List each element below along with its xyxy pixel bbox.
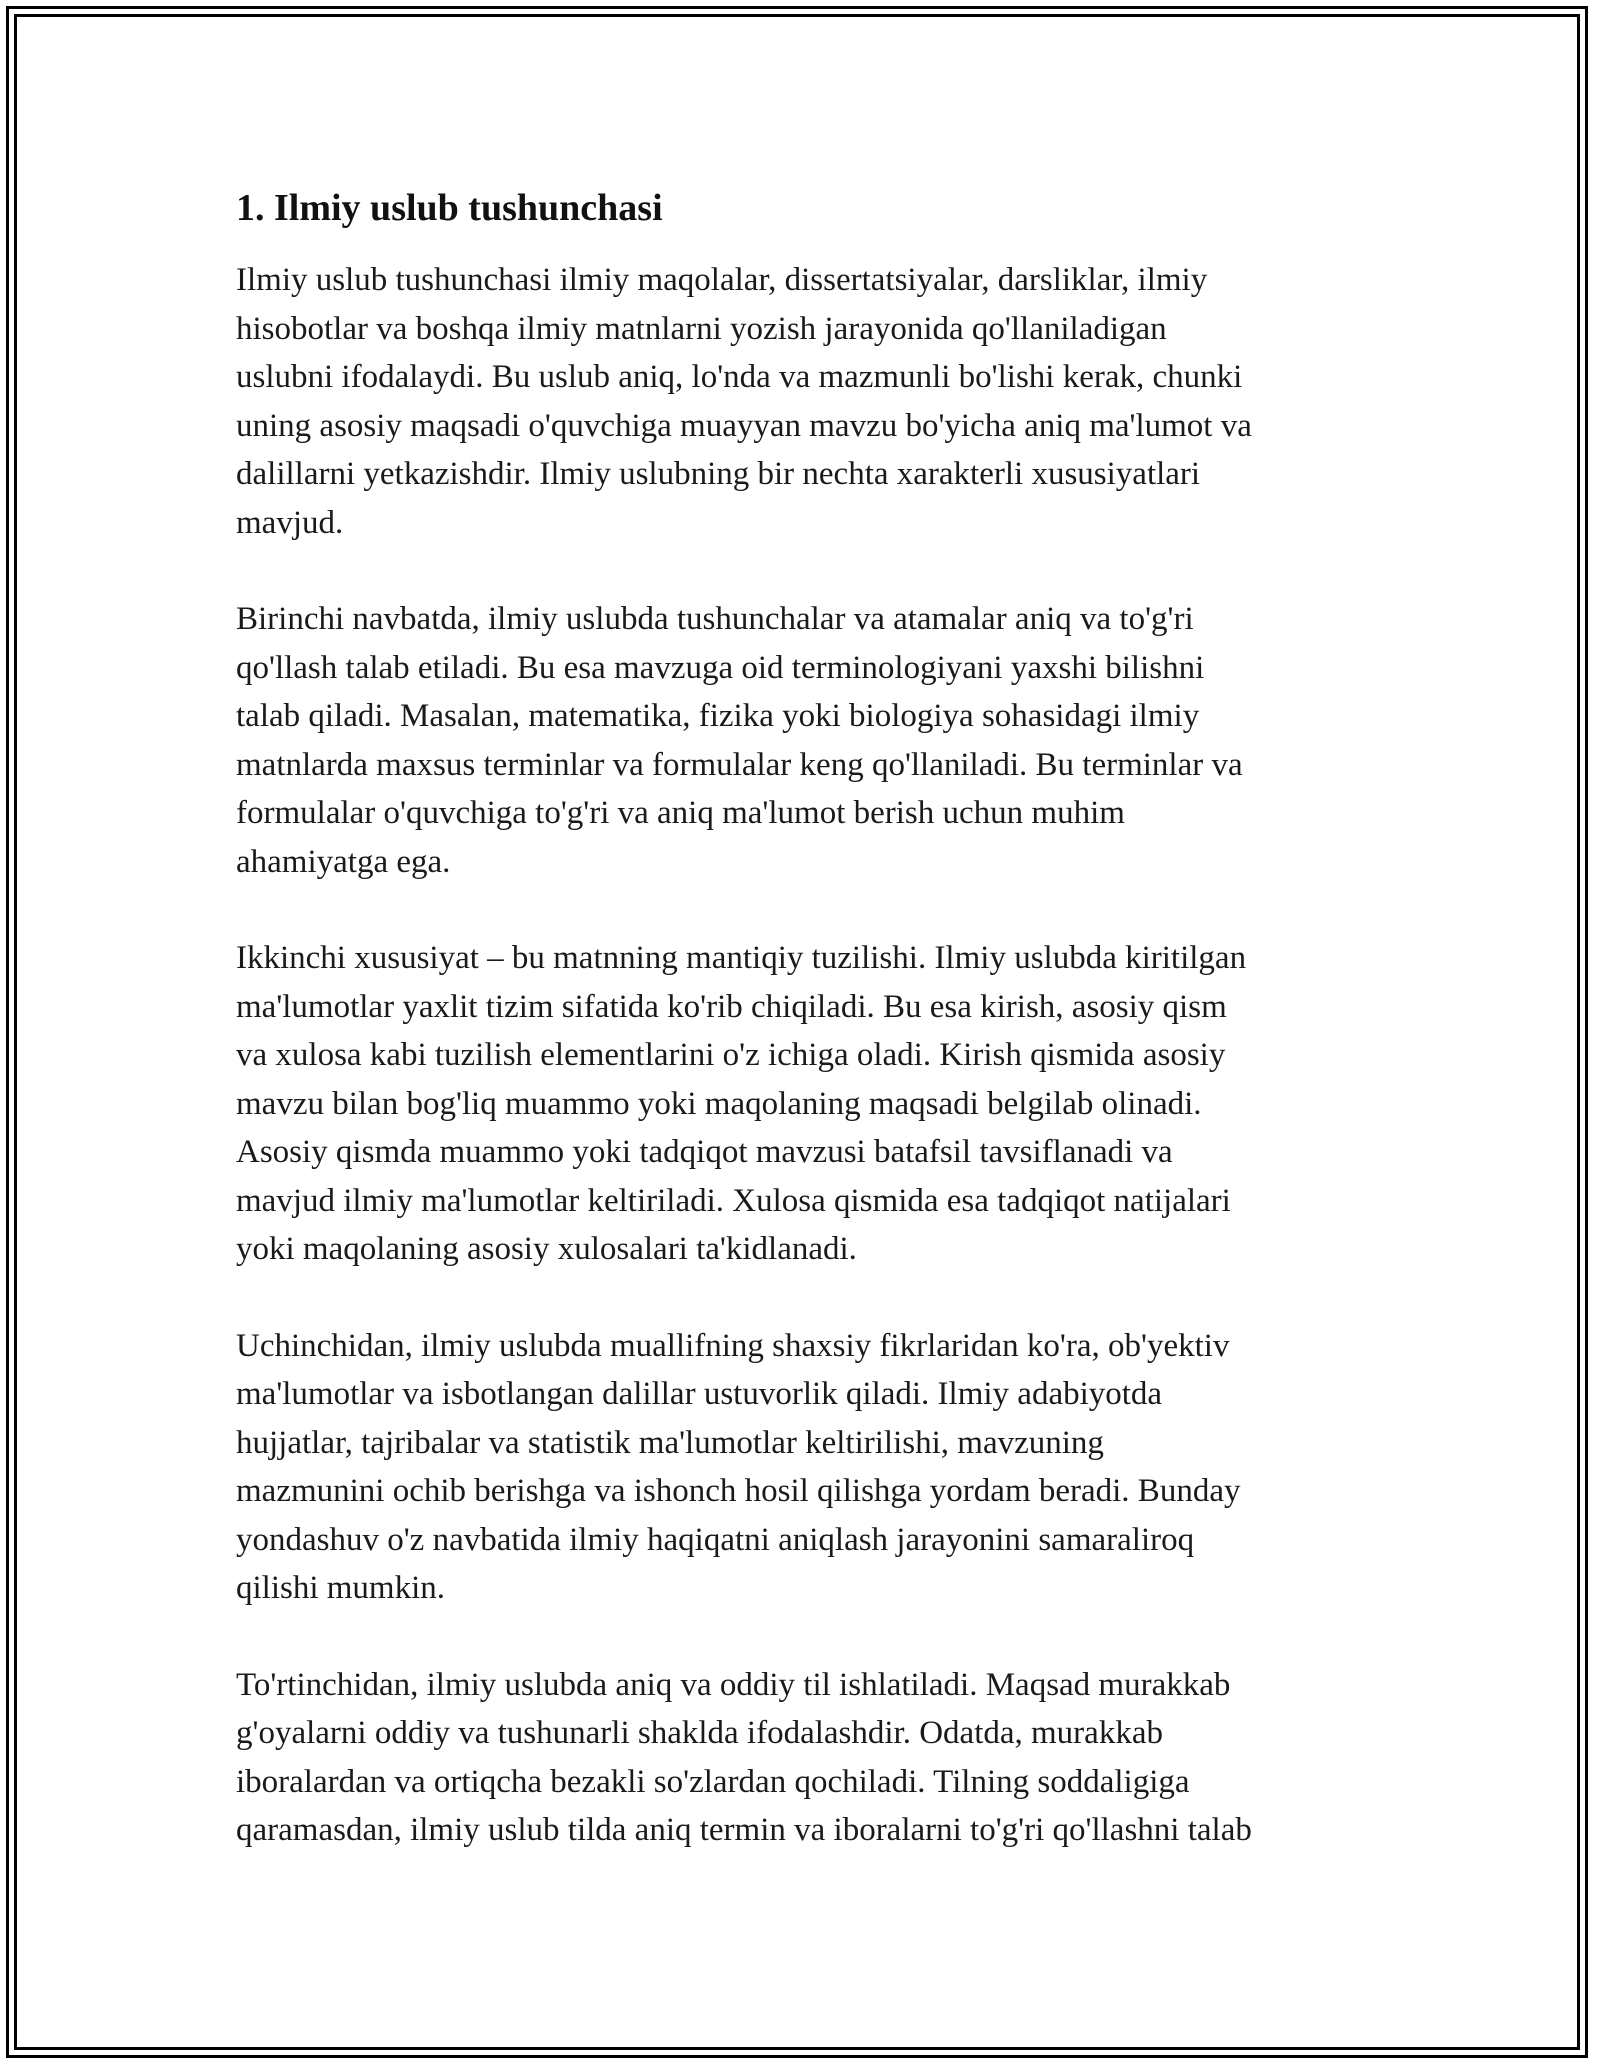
section-heading: 1. Ilmiy uslub tushunchasi [236, 187, 663, 229]
paragraph-5: To'rtinchidan, ilmiy uslubda aniq va oddiy til ishlatiladi. Maqsad murakkab g'oyalarni oddiy va tushunarli shaklda ifodalashdir. Odatda, murakkab iboralardan va ortiqcha bezakli so'zlardan qochiladi. Tilning soddaligiga qaramasdan, ilmiy uslub tilda aniq termin va iboralarni to'g'ri qo'llashni talab [236, 1666, 1252, 1848]
paragraph-4: Uchinchidan, ilmiy uslubda muallifning shaxsiy fikrlaridan ko'ra, ob'yektiv ma'lumotlar va isbotlangan dalillar ustuvorlik qiladi. Ilmiy adabiyotda hujjatlar, tajribalar va statistik ma'lumotlar keltirilishi, mavzuning mazmunini ochib berishga va ishonch hosil qilishga yordam beradi. Bunday yondashuv o'z navbatida ilmiy haqiqatni aniqlash jarayonini samaraliroq qilishi mumkin. [236, 1327, 1241, 1606]
paragraph-2: Birinchi navbatda, ilmiy uslubda tushunchalar va atamalar aniq va to'g'ri qo'llash talab etiladi. Bu esa mavzuga oid terminologiyani yaxshi bilishni talab qiladi. Masalan, matematika, fizika yoki biologiya sohasidagi ilmiy matnlarda maxsus terminlar va formulalar keng qo'llaniladi. Bu terminlar va formulalar o'quvchiga to'g'ri va aniq ma'lumot berish uchun muhim ahamiyatga ega. [236, 601, 1243, 880]
paragraph-3: Ikkinchi xususiyat – bu matnning mantiqiy tuzilishi. Ilmiy uslubda kiritilgan ma'lumotlar yaxlit tizim sifatida ko'rib chiqiladi. Bu esa kirish, asosiy qism va xulosa kabi tuzilish elementlarini o'z ichiga oladi. Kirish qismida asosiy mavzu bilan bog'liq muammo yoki maqolaning maqsadi belgilab olinadi. Asosiy qismda muammo yoki tadqiqot mavzusi batafsil tavsiflanadi va mavjud ilmiy ma'lumotlar keltiriladi. Xulosa qismida esa tadqiqot natijalari yoki maqolaning asosiy xulosalari ta'kidlanadi. [236, 940, 1247, 1267]
document-body [236, 184, 1376, 1903]
paragraph-1: Ilmiy uslub tushunchasi ilmiy maqolalar, dissertatsiyalar, darsliklar, ilmiy hisobotlar va boshqa ilmiy matnlarni yozish jarayonida qo'llaniladigan uslubni ifodalaydi. Bu uslub aniq, lo'nda va mazmunli bo'lishi kerak, chunki uning asosiy maqsadi o'quvchiga muayyan mavzu bo'yicha aniq ma'lumot va dalillarni yetkazishdir. Ilmiy uslubning bir nechta xarakterli xususiyatlari mavjud. [236, 262, 1252, 541]
